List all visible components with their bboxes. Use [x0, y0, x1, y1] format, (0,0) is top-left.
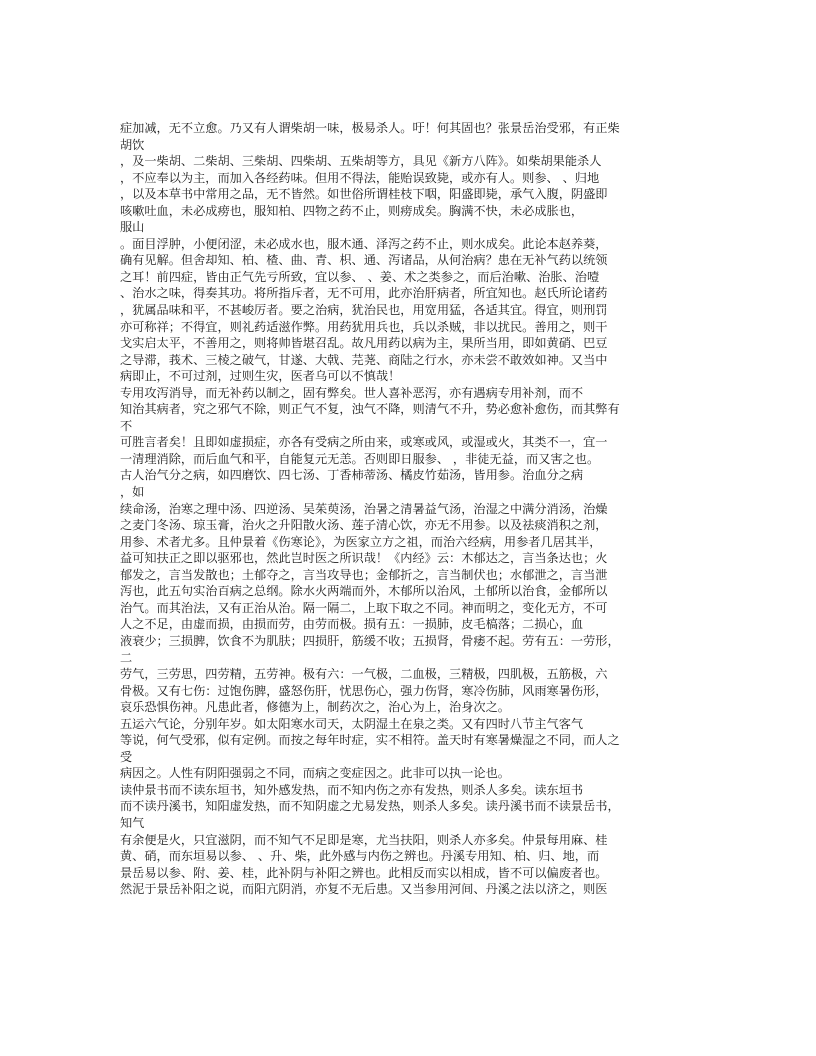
- text-line: ，及一柴胡、二柴胡、三柴胡、四柴胡、五柴胡等方，具见《新方八阵》。如柴胡果能杀人: [120, 154, 602, 169]
- text-line: 亦可称祥；不得宜，则礼药适滋作弊。用药犹用兵也，兵以杀贼，非以扰民。善用之，则干: [120, 319, 608, 334]
- text-line: ，不应奉以为主，而加入各经药味。但用不得法，能贻误致毙，或亦有人。则参、 、归地: [120, 170, 600, 185]
- text-line: 一清理消除，而后血气和平，自能复元无恙。否则即日服参、 ，非徒无益，而又害之也。: [120, 451, 600, 466]
- text-line: 可胜言者矣！且即如虚损症，亦各有受病之所由来，或寒或风，或湿或火，其类不一，宜一: [120, 435, 608, 450]
- text-line: 受: [120, 749, 133, 764]
- text-line: 确有见解。但舍却知、柏、楂、曲、青、枳、通、泻诸品，从何治病？患在无补气药以统领: [120, 253, 608, 268]
- text-line: 病因之。人性有阴阳强弱之不同，而病之变症因之。此非可以执一论也。: [120, 766, 510, 781]
- text-line: ，以及本草书中常用之品，无不皆然。如世俗所谓桂枝下咽，阳盛即毙，承气入腹，阴盛即: [120, 187, 608, 202]
- text-line: 二: [120, 650, 133, 665]
- text-line: 而不读丹溪书，知阳虚发热，而不知阴虚之尤易发热，则杀人多矣。读丹溪书而不读景岳书，: [120, 799, 620, 814]
- text-line: 治气。而其治法，又有正治从治。隔一隔二，上取下取之不同。神而明之，变化无方，不可: [120, 600, 608, 615]
- text-line: 续命汤，治寒之理中汤、四逆汤、吴茱萸汤，治暑之清暑益气汤，治湿之中满分消汤，治燥: [120, 501, 608, 516]
- text-line: 之耳！前四症，皆由正气先亏所致，宜以参、 、姜、术之类参之，而后治嗽、治胀、治噎: [120, 269, 600, 284]
- text-line: 知治其病者，究之邪气不除，则正气不复，浊气不降，则清气不升，势必愈补愈伤，而其弊有: [120, 402, 620, 417]
- text-line: 咳嗽吐血，未必成痨也，服知柏、四物之药不止，则痨成矣。胸满不快，未必成胀也，: [120, 203, 584, 218]
- text-line: 服山: [120, 220, 145, 235]
- text-line: 然泥于景岳补阳之说，而阳亢阴消，亦复不无后患。又当参用河间、丹溪之法以济之，则医: [120, 882, 608, 897]
- text-line: 之导滞，莪术、三棱之破气，甘遂、大戟、芫荛、商陆之行水，亦未尝不敢效如神。又当中: [120, 352, 608, 367]
- text-line: 黄、硝，而东垣易以参、 、升、柴，此外感与内伤之辨也。丹溪专用知、柏、归、地，而: [120, 849, 600, 864]
- text-line: 液衰少；三损脾，饮食不为肌肤；四损肝，筋缓不收；五损肾，骨痿不起。劳有五：一劳形，: [120, 633, 620, 648]
- text-line: ，如: [120, 485, 145, 500]
- text-line: 。面目浮肿，小便闭涩，未必成水也，服木通、泽泻之药不止，则水成矣。此论本赵养葵，: [120, 236, 608, 251]
- text-line: 病即止，不可过剂，过则生灾，医者乌可以不慎哉！: [120, 369, 401, 384]
- text-line: 用参、术者尤多。且仲景着《伤寒论》，为医家立方之祖，而治六经病，用参者几居其半，: [120, 534, 602, 549]
- text-line: 古人治气分之病，如四磨饮、四七汤、丁香柿蒂汤、橘皮竹茹汤，皆用参。治血分之病: [120, 468, 584, 483]
- text-line: 不: [120, 418, 133, 433]
- text-line: 之麦门冬汤、琼玉膏，治火之升阳散火汤、莲子清心饮，亦无不用参。以及祛痰消积之剂，: [120, 518, 608, 533]
- text-line: 五运六气论，分别年岁。如太阳寒水司天，太阴湿土在泉之类。又有四时八节主气客气: [120, 716, 584, 731]
- text-line: ，犹属品味和平，不甚峻厉者。要之治病，犹治民也，用宽用猛，各适其宜。得宜，则刑罚: [120, 303, 608, 318]
- text-line: 专用攻泻消导，而无补药以制之，固有弊矣。世人喜补恶泻，亦有遇病专用补剂，而不: [120, 385, 584, 400]
- text-line: 、治水之味，得奏其功。将所指斥者，无不可用，此亦治肝病者，所宜知也。赵氏所论诸药: [120, 286, 608, 301]
- text-line: 胡饮: [120, 137, 145, 152]
- text-line: 骨极。又有七伤：过饱伤脾，盛怒伤肝，忧思伤心，强力伤肾，寒冷伤肺，风雨寒暑伤形，: [120, 683, 608, 698]
- text-line: 读仲景书而不读东垣书，知外感发热，而不知内伤之亦有发热，则杀人多矣。读东垣书: [120, 782, 584, 797]
- text-line: 益可知扶正之即以驱邪也，然此岂时医之所识哉！《内经》云：木郁达之，言当条达也；火: [120, 551, 608, 566]
- text-line: 知气: [120, 815, 145, 830]
- text-line: 郁发之，言当发散也；土郁夺之，言当攻导也；金郁折之，言当制伏也；水郁泄之，言当泄: [120, 567, 608, 582]
- text-line: 哀乐恐惧伤神。凡患此者，修德为上，制药次之，治心为上，治身次之。: [120, 700, 510, 715]
- text-line: 等说，何气受邪，似有定例。而按之每年时症，实不相符。盖天时有寒暑燥湿之不同，而人之: [120, 733, 620, 748]
- text-line: 泻也，此五句实治百病之总纲。除水火两端而外，木郁所以治风，土郁所以治食，金郁所以: [120, 584, 608, 599]
- text-line: 症加减，无不立愈。乃又有人谓柴胡一味，极易杀人。吁！何其固也？张景岳治受邪，有正柴: [120, 121, 620, 135]
- document-page: [120, 120, 696, 898]
- text-line: 有余便是火，只宜滋阴，而不知气不足即是寒，尤当扶阳，则杀人亦多矣。仲景每用麻、桂: [120, 832, 608, 847]
- text-line: 景岳易以参、附、姜、桂，此补阴与补阳之辨也。此相反而实以相成，皆不可以偏废者也。: [120, 865, 608, 880]
- text-line: 戈实启太平，不善用之，则将帅皆堪召乱。故凡用药以病为主，果所当用，即如黄硝、巴豆: [120, 336, 608, 351]
- text-line: 人之不足，由虚而损，由损而劳，由劳而极。损有五：一损肺，皮毛槁落；二损心，血: [120, 617, 584, 632]
- text-line: 劳气，三劳思，四劳精，五劳神。极有六：一气极，二血极，三精极，四肌极，五筋极，六: [120, 667, 608, 682]
